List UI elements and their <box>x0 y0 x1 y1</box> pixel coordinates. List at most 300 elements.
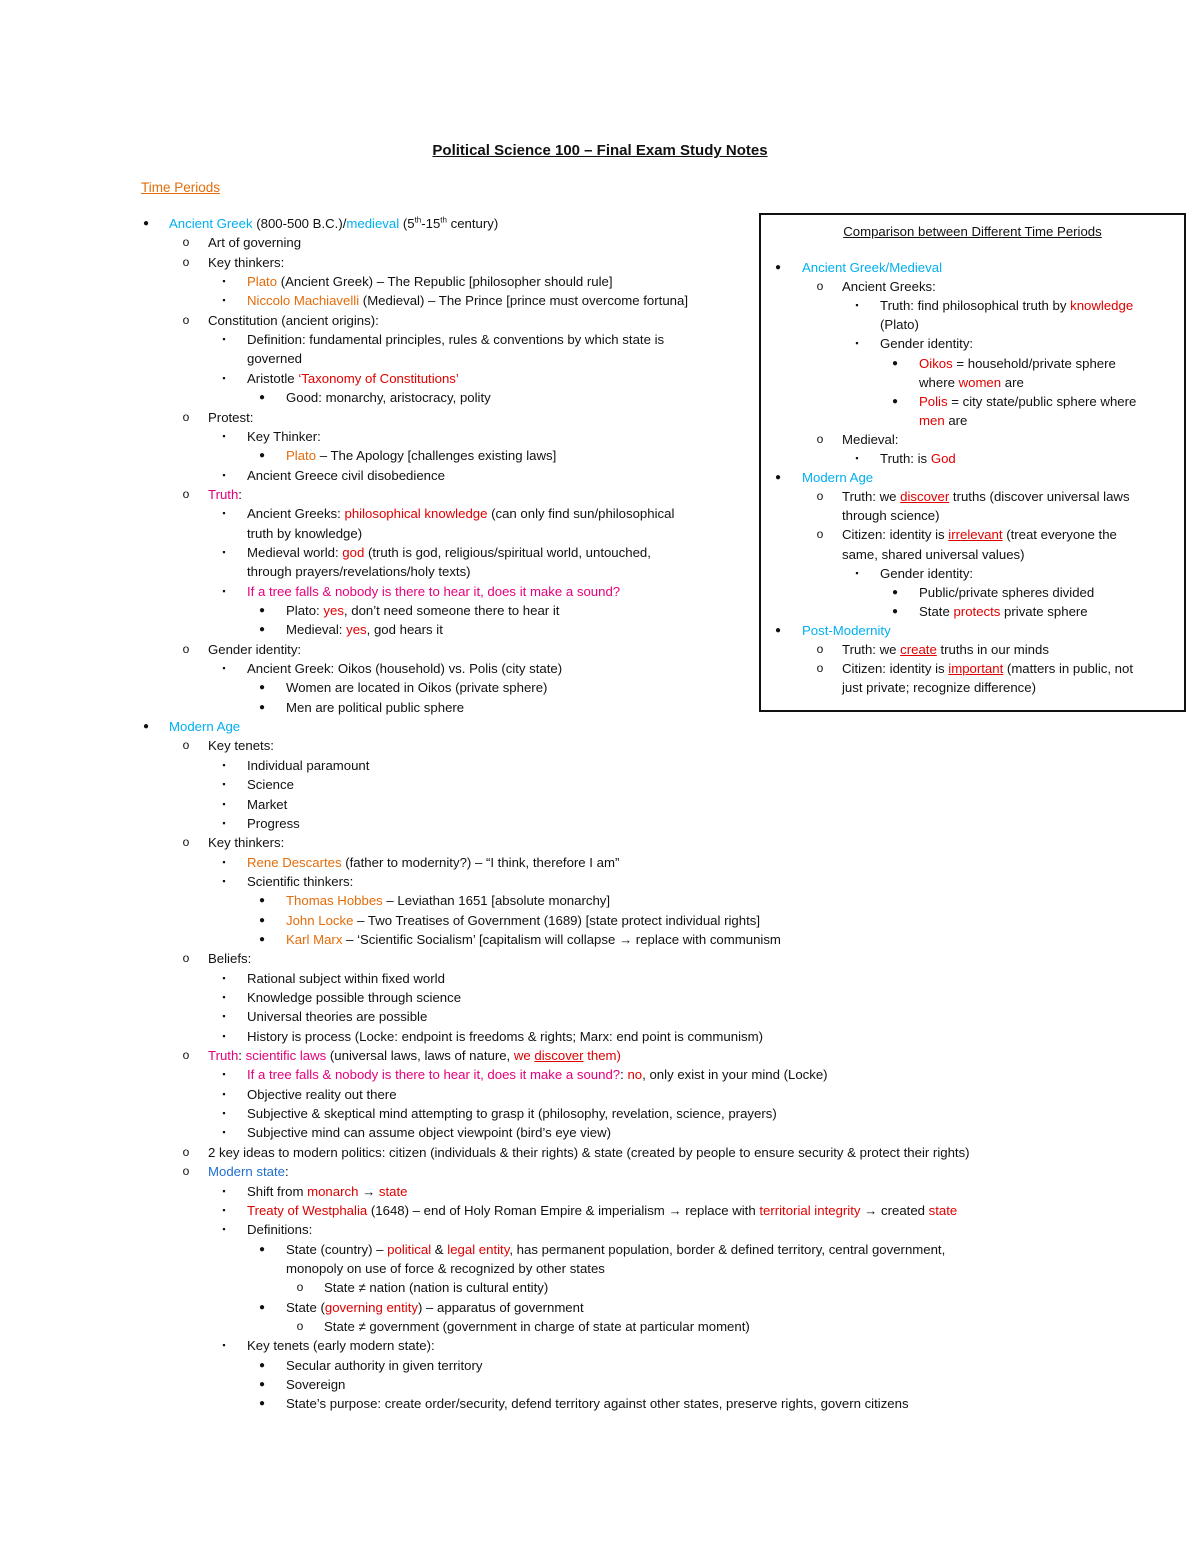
text-segment: = city state/public sphere where <box>947 393 1137 409</box>
outline-line <box>222 1027 763 1046</box>
outline-line <box>222 1182 408 1201</box>
text-segment: Good: monarchy, aristocracy, polity <box>286 390 491 406</box>
square-bullet-icon: ▪ <box>222 372 226 383</box>
text-segment: women <box>958 374 1002 390</box>
outline-line <box>774 258 943 277</box>
outline-line <box>222 1201 958 1220</box>
round-bullet-icon: ● <box>258 392 266 404</box>
text-segment: th <box>440 215 447 225</box>
outline-line <box>222 1065 828 1084</box>
text-segment: through science) <box>842 508 940 524</box>
text-segment: god <box>342 544 365 560</box>
text-segment: State’s purpose: create order/security, defend territory against other states, preserve rights, govern citizens <box>286 1396 909 1412</box>
outline-line <box>222 988 462 1007</box>
text-segment: scientific laws <box>245 1048 327 1064</box>
text-segment: protects <box>953 603 1001 619</box>
text-segment: (5 <box>399 216 415 231</box>
text-segment: state <box>378 1183 408 1199</box>
text-segment: : <box>238 1048 246 1064</box>
hollow-bullet-icon: o <box>816 431 824 446</box>
round-bullet-icon: ● <box>258 701 266 713</box>
outline-line <box>855 564 974 583</box>
outline-line <box>222 795 288 814</box>
square-bullet-icon: ▪ <box>855 453 859 463</box>
square-bullet-icon: ▪ <box>222 1011 226 1022</box>
outline-line <box>182 233 302 252</box>
text-segment: are <box>1001 374 1024 390</box>
hollow-bullet-icon: o <box>182 1048 190 1063</box>
outline-line <box>258 698 465 717</box>
text-segment: truth by knowledge) <box>247 525 363 541</box>
hollow-bullet-icon: o <box>182 312 190 327</box>
text-segment: Rational subject within fixed world <box>247 970 445 986</box>
outline-line <box>222 466 445 485</box>
outline-line <box>182 253 285 272</box>
outline-line <box>816 430 899 449</box>
text-segment: Subjective & skeptical mind attempting to grasp it (philosophy, revelation, science, prayers) <box>247 1106 777 1122</box>
outline-line <box>182 833 285 852</box>
text-segment: State <box>919 603 954 619</box>
outline-line <box>891 392 1137 411</box>
text-segment: Shift from <box>247 1183 308 1199</box>
outline-line <box>182 949 252 968</box>
square-bullet-icon: ▪ <box>222 779 226 790</box>
text-segment: Men are political public sphere <box>286 699 465 715</box>
text-segment: Progress <box>247 815 300 831</box>
text-segment: Ancient Greek: Oikos (household) vs. Polis (city state) <box>247 661 563 677</box>
round-bullet-icon: ● <box>258 895 266 907</box>
text-segment: Medieval: <box>286 622 347 638</box>
outline-line <box>855 449 956 468</box>
text-segment: through prayers/revelations/holy texts) <box>247 564 471 580</box>
text-segment: knowledge <box>1070 298 1134 314</box>
text-segment: Universal theories are possible <box>247 1009 428 1025</box>
text-segment: Key Thinker: <box>247 428 321 444</box>
square-bullet-icon: ▪ <box>222 1127 226 1138</box>
square-bullet-icon: ▪ <box>222 798 226 809</box>
outline-line <box>891 602 1088 621</box>
outline-line <box>182 408 254 427</box>
text-segment: where <box>919 374 959 390</box>
round-bullet-icon: ● <box>258 450 266 462</box>
text-segment: Scientific thinkers: <box>247 873 354 889</box>
text-segment: Individual paramount <box>247 757 370 773</box>
text-segment: Rene Descartes <box>247 854 342 870</box>
hollow-bullet-icon: o <box>182 835 190 850</box>
text-segment: important <box>948 661 1004 677</box>
hollow-bullet-icon: o <box>182 235 190 250</box>
text-segment: Truth: find philosophical truth by <box>880 298 1071 314</box>
outline-line <box>296 1278 549 1297</box>
text-segment: yes <box>346 622 367 638</box>
outline-line <box>816 277 936 296</box>
outline-line <box>258 891 611 910</box>
text-segment: create <box>900 642 937 657</box>
text-segment: -15 <box>421 216 441 231</box>
outline-line <box>222 291 688 310</box>
text-segment: philosophical knowledge <box>344 506 488 522</box>
text-segment: Sovereign <box>286 1377 346 1392</box>
text-segment: Secular authority in given territory <box>286 1357 483 1373</box>
square-bullet-icon: ▪ <box>222 992 226 1002</box>
text-segment: (800-500 B.C.)/ <box>252 216 347 231</box>
square-bullet-icon: ▪ <box>855 300 859 311</box>
text-segment: Ancient Greek <box>169 216 253 231</box>
text-segment: private sphere <box>1000 603 1088 619</box>
text-segment: State ≠ nation (nation is cultural entity) <box>324 1280 549 1296</box>
text-segment: Ancient Greeks: <box>842 279 936 295</box>
text-segment: Medieval: <box>842 431 899 447</box>
square-bullet-icon: ▪ <box>222 1224 226 1235</box>
text-segment: , don’t need someone there to hear it <box>343 603 560 618</box>
outline-line <box>222 427 321 446</box>
text-segment: territorial integrity <box>759 1202 861 1218</box>
text-segment: ) – apparatus of government <box>417 1299 584 1315</box>
outline-line <box>919 411 967 430</box>
round-bullet-icon: ● <box>774 472 782 484</box>
outline-line <box>286 1259 605 1278</box>
outline-line <box>247 562 471 581</box>
outline-line <box>774 468 874 487</box>
text-segment: Gender identity: <box>880 336 974 352</box>
text-segment: : <box>238 486 242 502</box>
round-bullet-icon: ● <box>258 914 266 926</box>
outline-line <box>222 853 620 872</box>
text-segment: Ancient Greeks: <box>247 506 345 522</box>
square-bullet-icon: ▪ <box>222 1030 226 1041</box>
text-segment: (father to modernity?) – “I think, therefore I am” <box>341 854 620 870</box>
hollow-bullet-icon: o <box>182 738 190 753</box>
outline-line <box>258 930 781 949</box>
text-segment: , god hears it <box>366 622 443 638</box>
square-bullet-icon: ▪ <box>855 567 859 578</box>
square-bullet-icon: ▪ <box>222 1088 226 1099</box>
text-segment: God <box>930 451 956 466</box>
text-segment: → <box>358 1183 379 1199</box>
text-segment: , has permanent population, border & defined territory, central government, <box>509 1241 946 1257</box>
round-bullet-icon: ● <box>891 605 899 617</box>
outline-line <box>247 349 302 368</box>
text-segment: political <box>387 1241 432 1257</box>
hollow-bullet-icon: o <box>816 661 824 676</box>
square-bullet-icon: ▪ <box>222 1108 226 1119</box>
outline-line <box>182 485 242 504</box>
outline-line <box>258 388 491 407</box>
round-bullet-icon: ● <box>258 933 266 945</box>
text-segment: (universal laws, laws of nature, <box>326 1048 514 1064</box>
text-segment: monopoly on use of force & recognized by other states <box>286 1260 605 1276</box>
comparison-box <box>759 213 1186 712</box>
round-bullet-icon: ● <box>258 1398 266 1410</box>
text-segment: State (country) – <box>286 1241 388 1257</box>
text-segment: Ancient Greek/Medieval <box>802 260 943 275</box>
outline-line <box>816 640 1049 659</box>
outline-line <box>842 678 1036 697</box>
text-segment: = household/private sphere <box>952 355 1116 371</box>
text-segment: century) <box>446 216 499 231</box>
round-bullet-icon: ● <box>774 624 782 636</box>
hollow-bullet-icon: o <box>296 1280 304 1295</box>
text-segment: monarch <box>307 1183 359 1199</box>
square-bullet-icon: ▪ <box>222 469 226 480</box>
text-segment: governed <box>247 351 302 367</box>
outline-line <box>222 330 665 349</box>
text-segment: 2 key ideas to modern politics: citizen (individuals & their rights) & state (created by people to ensure security & protect their rights) <box>208 1144 970 1160</box>
text-segment: Key thinkers: <box>208 254 285 270</box>
square-bullet-icon: ▪ <box>222 546 226 557</box>
outline-line <box>142 214 499 233</box>
square-bullet-icon: ▪ <box>222 585 226 596</box>
outline-line <box>258 446 557 465</box>
text-segment: ‘Taxonomy of Constitutions’ <box>298 370 459 386</box>
square-bullet-icon: ▪ <box>222 972 226 983</box>
outline-line <box>222 1007 428 1026</box>
outline-line <box>258 911 761 930</box>
round-bullet-icon: ● <box>258 624 266 636</box>
text-segment: Modern state <box>208 1164 285 1180</box>
text-segment: Market <box>247 796 288 812</box>
outline-line <box>258 1298 584 1317</box>
outline-line <box>855 296 1134 315</box>
text-segment: Women are located in Oikos (private sphere) <box>286 680 548 696</box>
text-segment: Protest: <box>208 409 254 425</box>
text-segment: Treaty of Westphalia <box>247 1202 368 1218</box>
outline-line <box>222 969 445 988</box>
text-segment: legal entity <box>447 1241 510 1257</box>
outline-line <box>222 1085 397 1104</box>
outline-line <box>258 601 560 620</box>
text-segment: Plato <box>247 274 278 290</box>
text-segment: (truth is god, religious/spiritual world, untouched, <box>364 544 651 560</box>
text-segment: Knowledge possible through science <box>247 990 462 1005</box>
text-segment: Plato: <box>286 603 324 618</box>
hollow-bullet-icon: o <box>182 1144 190 1159</box>
text-segment: we <box>513 1048 535 1064</box>
text-segment: Polis <box>919 393 948 409</box>
hollow-bullet-icon: o <box>296 1318 304 1333</box>
text-segment: Truth: we <box>842 642 901 657</box>
text-segment: (Plato) <box>880 317 919 333</box>
text-segment: Citizen: identity is <box>842 527 949 543</box>
comparison-box-title: Comparison between Different Time Periods <box>843 224 1102 239</box>
square-bullet-icon: ▪ <box>855 338 859 349</box>
outline-line <box>880 315 919 334</box>
hollow-bullet-icon: o <box>182 641 190 656</box>
outline-line <box>222 582 621 601</box>
text-segment: them) <box>583 1048 621 1064</box>
text-segment: Beliefs: <box>208 951 252 967</box>
text-segment: discover <box>900 489 950 505</box>
text-segment: – ‘Scientific Socialism’ [capitalism will collapse → replace with communism <box>342 931 781 947</box>
text-segment: Niccolo Machiavelli <box>247 293 360 309</box>
text-segment: (Ancient Greek) – The Republic [philosopher should rule] <box>277 274 613 290</box>
square-bullet-icon: ▪ <box>222 1069 226 1080</box>
text-segment: Public/private spheres divided <box>919 584 1095 600</box>
text-segment: Aristotle <box>247 370 299 386</box>
text-segment: Truth <box>208 1048 239 1064</box>
text-segment: , only exist in your mind (Locke) <box>642 1067 828 1083</box>
round-bullet-icon: ● <box>891 357 899 369</box>
text-segment: Truth <box>208 486 239 502</box>
outline-line <box>258 1394 909 1413</box>
text-segment: State ≠ government (government in charge of state at particular moment) <box>324 1318 750 1334</box>
text-segment: (can only find sun/philosophical <box>487 506 675 522</box>
hollow-bullet-icon: o <box>816 279 824 294</box>
text-segment: Constitution (ancient origins): <box>208 312 379 328</box>
text-segment: truths in our minds <box>936 642 1049 657</box>
square-bullet-icon: ▪ <box>222 663 226 674</box>
text-segment: th <box>414 215 422 225</box>
text-segment: governing entity <box>324 1299 418 1315</box>
outline-line <box>816 659 1133 678</box>
outline-line <box>222 659 563 678</box>
square-bullet-icon: ▪ <box>222 856 226 867</box>
text-segment: Definitions: <box>247 1222 313 1238</box>
outline-line <box>182 311 379 330</box>
round-bullet-icon: ● <box>258 1379 266 1390</box>
hollow-bullet-icon: o <box>182 409 190 424</box>
text-segment: Gender identity: <box>880 565 974 581</box>
round-bullet-icon: ● <box>142 218 150 229</box>
text-segment: just private; recognize difference) <box>842 680 1037 696</box>
round-bullet-icon: ● <box>258 1243 266 1255</box>
text-segment: Gender identity: <box>208 641 302 657</box>
text-segment: John Locke <box>286 912 354 928</box>
text-segment: Plato <box>286 448 317 464</box>
outline-line <box>182 1046 621 1065</box>
hollow-bullet-icon: o <box>182 486 190 501</box>
outline-line <box>222 1336 435 1355</box>
outline-line <box>222 272 613 291</box>
outline-line <box>222 775 294 794</box>
text-segment: Subjective mind can assume object viewpoint (bird’s eye view) <box>247 1125 612 1141</box>
text-segment: Truth: we <box>842 489 901 505</box>
text-segment: truths (discover universal laws <box>949 489 1130 505</box>
text-segment: same, shared universal values) <box>842 546 1025 562</box>
text-segment: Modern Age <box>802 470 874 486</box>
square-bullet-icon: ▪ <box>222 430 226 441</box>
round-bullet-icon: ● <box>258 1359 266 1371</box>
round-bullet-icon: ● <box>258 605 266 616</box>
outline-line <box>842 506 940 525</box>
outline-line <box>258 678 548 697</box>
outline-line <box>247 524 362 543</box>
outline-line <box>816 525 1117 544</box>
round-bullet-icon: ● <box>258 1301 266 1313</box>
outline-line <box>258 620 443 639</box>
round-bullet-icon: ● <box>774 262 782 273</box>
text-segment: discover <box>534 1048 584 1064</box>
text-segment: no <box>627 1067 643 1083</box>
square-bullet-icon: ▪ <box>222 759 226 770</box>
outline-line <box>919 373 1024 392</box>
outline-line <box>222 369 459 388</box>
outline-line <box>258 1356 483 1375</box>
hollow-bullet-icon: o <box>816 527 824 542</box>
round-bullet-icon: ● <box>891 586 899 598</box>
text-segment: men <box>919 412 945 428</box>
outline-line <box>222 814 300 833</box>
text-segment: irrelevant <box>948 527 1003 543</box>
text-segment: – The Apology [challenges existing laws] <box>316 448 557 464</box>
text-segment: Karl Marx <box>286 931 343 947</box>
outline-line <box>774 621 891 640</box>
square-bullet-icon: ▪ <box>222 1185 226 1196</box>
text-segment: (treat everyone the <box>1002 527 1117 543</box>
text-segment: Key tenets: <box>208 738 274 754</box>
square-bullet-icon: ▪ <box>222 1340 226 1351</box>
hollow-bullet-icon: o <box>182 951 190 966</box>
text-segment: medieval <box>346 216 400 231</box>
text-segment: Thomas Hobbes <box>286 893 383 909</box>
text-segment: yes <box>323 603 344 618</box>
outline-line <box>182 1162 289 1181</box>
round-bullet-icon: ● <box>258 682 266 694</box>
section-heading: Time Periods <box>141 180 221 195</box>
hollow-bullet-icon: o <box>182 1164 190 1179</box>
outline-line <box>258 1240 946 1259</box>
outline-line <box>222 872 354 891</box>
text-segment: If a tree falls & nobody is there to hear it, does it make a sound? <box>247 583 621 599</box>
square-bullet-icon: ▪ <box>222 334 226 345</box>
square-bullet-icon: ▪ <box>222 817 226 828</box>
text-segment: Truth: is <box>880 451 931 466</box>
text-segment: Medieval world: <box>247 544 343 560</box>
outline-line <box>222 543 651 562</box>
outline-line <box>891 354 1116 373</box>
text-segment: Science <box>247 777 294 793</box>
text-segment: Definition: fundamental principles, rules & conventions by which state is <box>247 332 665 348</box>
round-bullet-icon: ● <box>142 721 150 733</box>
text-segment: Post-Modernity <box>802 622 891 638</box>
page-title: Political Science 100 – Final Exam Study Notes <box>432 142 768 159</box>
hollow-bullet-icon: o <box>816 642 824 656</box>
text-segment: Citizen: identity is <box>842 661 949 677</box>
text-segment: (1648) – end of Holy Roman Empire & imperialism → replace with <box>367 1202 760 1218</box>
text-segment: → created <box>860 1202 929 1218</box>
text-segment: : <box>284 1164 289 1180</box>
outline-line <box>222 1123 612 1142</box>
outline-line <box>182 1143 970 1162</box>
outline-line <box>258 1375 346 1394</box>
text-segment: Key thinkers: <box>208 835 285 851</box>
outline-line <box>182 640 302 659</box>
text-segment: : <box>620 1067 628 1083</box>
outline-line <box>222 1220 313 1239</box>
outline-line <box>816 487 1130 506</box>
outline-line <box>142 717 241 736</box>
text-segment: Objective reality out there <box>247 1086 397 1102</box>
outline-line <box>891 583 1095 602</box>
outline-line <box>842 545 1025 564</box>
text-segment: Art of governing <box>208 235 302 251</box>
hollow-bullet-icon: o <box>816 489 824 504</box>
outline-line <box>296 1317 750 1336</box>
square-bullet-icon: ▪ <box>222 276 226 287</box>
text-segment: Ancient Greece civil disobedience <box>247 467 445 483</box>
square-bullet-icon: ▪ <box>222 875 226 886</box>
text-segment: State ( <box>286 1299 325 1315</box>
text-segment: & <box>431 1241 448 1257</box>
text-segment: History is process (Locke: endpoint is freedoms & rights; Marx: end point is communism) <box>247 1028 763 1044</box>
square-bullet-icon: ▪ <box>222 295 226 306</box>
hollow-bullet-icon: o <box>182 254 190 269</box>
text-segment: state <box>928 1202 958 1218</box>
outline-line <box>182 736 274 755</box>
text-segment: (matters in public, not <box>1003 661 1133 677</box>
text-segment: If a tree falls & nobody is there to hear it, does it make a sound? <box>247 1067 621 1083</box>
outline-line <box>222 756 370 775</box>
